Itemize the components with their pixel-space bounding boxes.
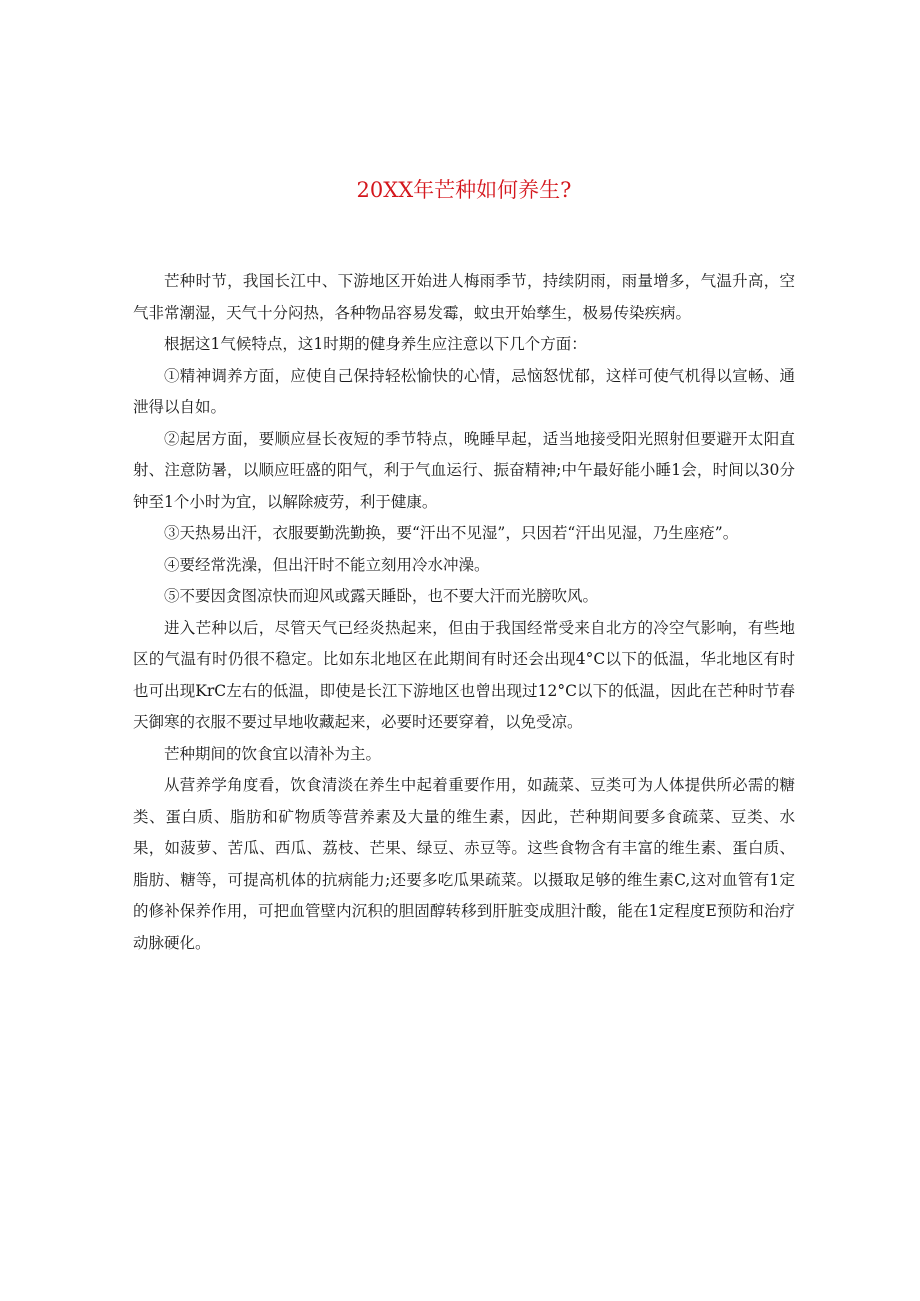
paragraph: 芒种时节，我国长江中、下游地区开始进人梅雨季节，持续阴雨，雨量增多，气温升高，空气非常潮湿，天气十分闷热，各种物品容易发霉，蚊虫开始孳生，极易传染疾病。 — [133, 272, 795, 322]
paragraph: ②起居方面，要顺应昼长夜短的季节特点，晚睡早起，适当地接受阳光照射但要避开太阳直射、注意防暑，以顺应旺盛的阳气，利于气血运行、振奋精神;中午最好能小睡1会，时间以30分钟至1个小时为宜，以解除疲劳，利于健康。 — [133, 429, 795, 511]
paragraph: ③天热易出汗，衣服要勤洗勤换，要“汗出不见湿”，只因若“汗出见湿，乃生座疮”。 — [164, 524, 739, 542]
paragraph: ⑤不要因贪图凉快而迎风或露天睡卧，也不要大汗而光膀吹风。 — [164, 587, 599, 605]
paragraph: ④要经常洗澡，但出汗时不能立刻用冷水冲澡。 — [164, 555, 490, 574]
paragraph: ①精神调养方面，应使自己保持轻松愉快的心情，忌恼怒忧郁，这样可使气机得以宣畅、通泄得以自如。 — [133, 366, 795, 416]
paragraph: 进入芒种以后，尽管天气已经炎热起来，但由于我国经常受来自北方的冷空气影响，有些地区的气温有时仍很不稳定。比如东北地区在此期间有时还会出现4°C以下的低温，华北地区有时也可出现KrC左右的低温，即使是长江下游地区也曾出现过12°C以下的低温，因此在芒种时节春天御寒的衣服不要过早地收藏起来，必要时还要穿着，以免受凉。 — [133, 618, 795, 731]
document-page — [133, 170, 795, 959]
document-title: 20XX年芒种如何养生? — [356, 178, 572, 202]
paragraph: 从营养学角度看，饮食清淡在养生中起着重要作用，如蔬菜、豆类可为人体提供所必需的糖类、蛋白质、脂肪和矿物质等营养素及大量的维生素，因此，芒种期间要多食疏菜、豆类、水果，如菠萝、苦瓜、西瓜、荔枝、芒果、绿豆、赤豆等。这些食物含有丰富的维生素、蛋白质、脂肪、糖等，可提高机体的抗病能力;还要多吃瓜果疏菜。以摄取足够的维生素C,这对血管有1定的修补保养作用，可把血管壁内沉积的胆固醇转移到肝脏变成胆汁酸，能在1定程度E预防和治疗动脉硬化。 — [133, 776, 795, 952]
paragraph: 芒种期间的饮食宜以清补为主。 — [164, 744, 382, 763]
document-body — [133, 266, 795, 959]
paragraph: 根据这1气候特点，这1时期的健身养生应注意以下几个方面： — [164, 335, 587, 353]
